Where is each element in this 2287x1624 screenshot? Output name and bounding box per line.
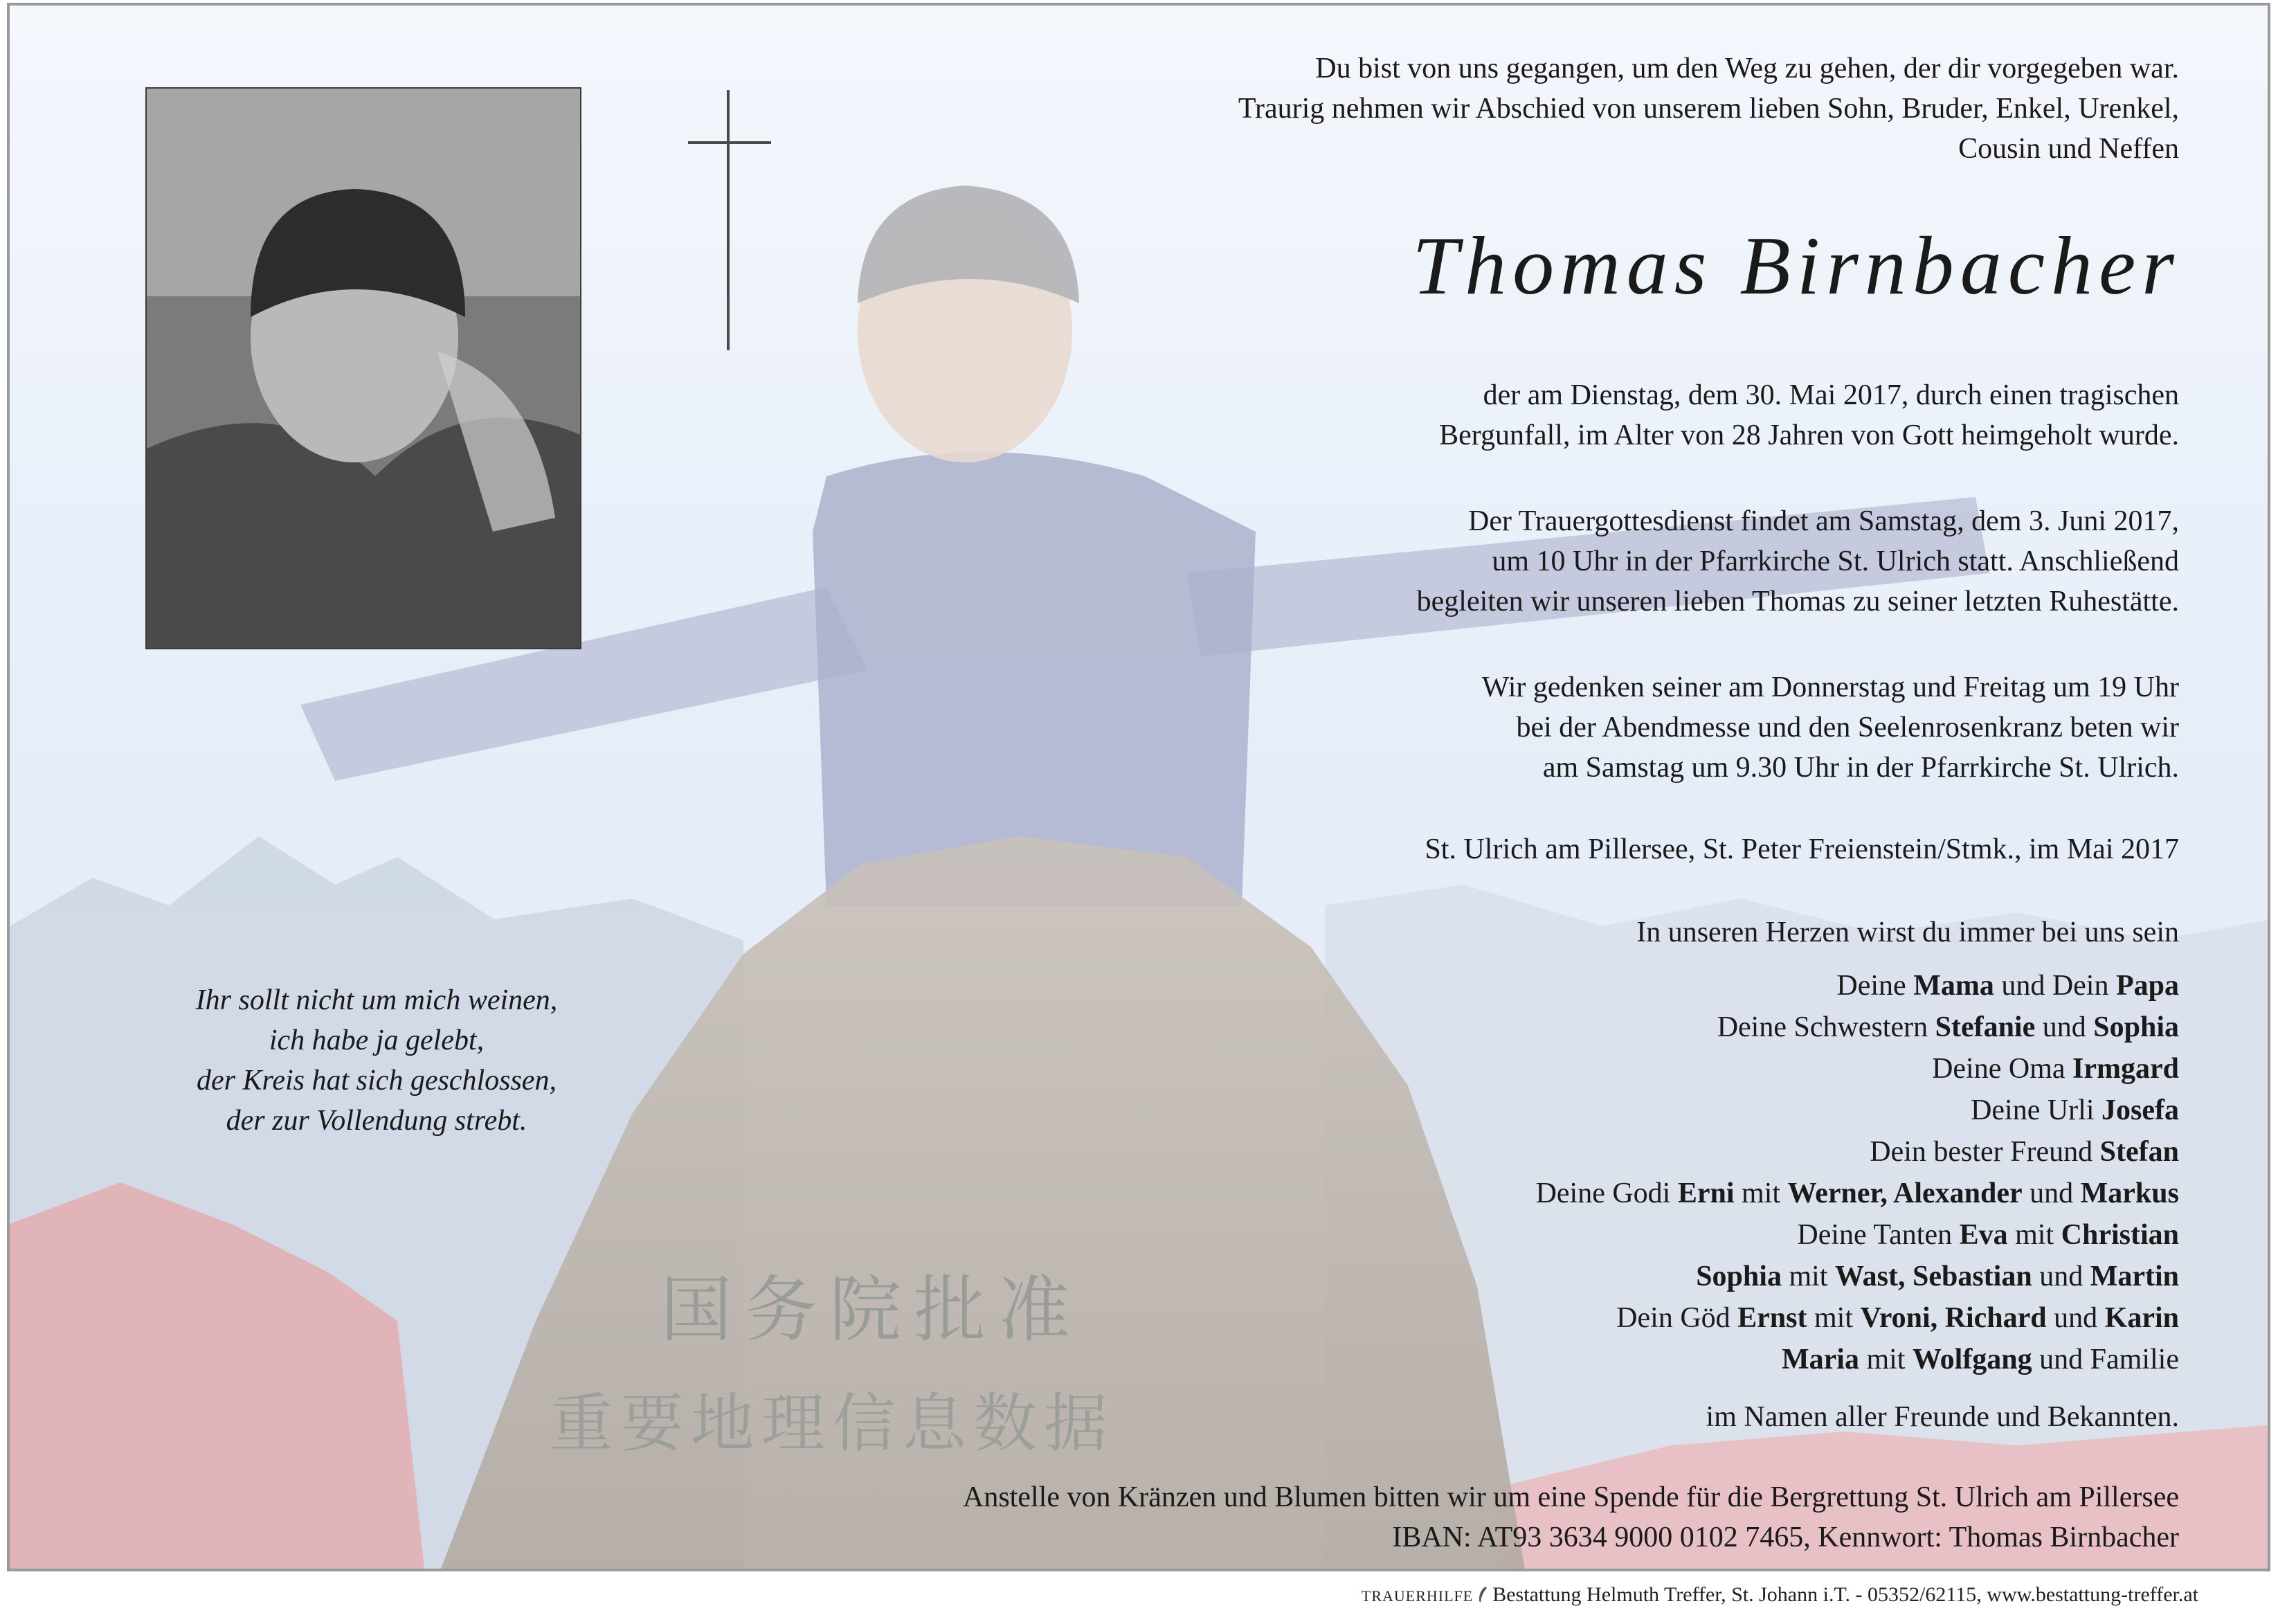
death-notice-line: der am Dienstag, dem 30. Mai 2017, durch einen tragischen [1483, 379, 2179, 411]
family-line [1536, 1297, 2179, 1339]
family-relation-text: Dein Göd [1616, 1302, 1738, 1334]
family-line [1536, 1090, 2179, 1131]
family-member-name: Karin [2104, 1302, 2179, 1334]
service-line: begleiten wir unseren lieben Thomas zu seiner letzten Ruhestätte. [1416, 586, 2179, 617]
footer-brand: TRAUERHILFE [1361, 1587, 1474, 1605]
prayer-line: am Samstag um 9.30 Uhr in der Pfarrkirche St. Ulrich. [1542, 752, 2179, 784]
person-torso [813, 452, 1256, 905]
family-relation-text: Deine Urli [1971, 1094, 2102, 1126]
portrait-image [147, 89, 580, 648]
prayer-info [1482, 667, 2179, 788]
service-info [1417, 501, 2179, 622]
family-line [1536, 1256, 2179, 1297]
family-member-name: Christian [2061, 1219, 2179, 1251]
family-line [1536, 1339, 2179, 1380]
donation-line: Anstelle von Kränzen und Blumen bitten wir um eine Spende für die Bergrettung St. Ulrich am Pillersee [963, 1481, 2179, 1513]
family-member-name: Vroni, Richard [1860, 1302, 2047, 1334]
family-relation-text: Deine Oma [1932, 1053, 2073, 1085]
prayer-line: Wir gedenken seiner am Donnerstag und Freitag um 19 Uhr [1481, 671, 2179, 703]
family-relation-text: mit [1807, 1302, 1861, 1334]
intro-text [1238, 48, 2179, 169]
family-relation-text: Deine Godi [1535, 1178, 1678, 1209]
family-line [1536, 1173, 2179, 1214]
family-member-name: Stefan [2099, 1136, 2179, 1168]
portrait-photo [145, 87, 581, 649]
memorial-quote [148, 980, 605, 1141]
family-member-name: Sophia [1696, 1261, 1782, 1292]
family-relation-text: mit [1859, 1344, 1913, 1375]
family-line [1536, 1131, 2179, 1173]
family-member-name: Markus [2080, 1178, 2179, 1209]
intro-line: Cousin und Neffen [1958, 133, 2179, 165]
intro-line: Traurig nehmen wir Abschied von unserem lieben Sohn, Bruder, Enkel, Urenkel, [1238, 93, 2179, 125]
death-notice [1439, 375, 2179, 455]
place-date: St. Ulrich am Pillersee, St. Peter Freienstein/Stmk., im Mai 2017 [1425, 833, 2179, 865]
family-relation-text: und [2046, 1302, 2105, 1334]
family-relation-text: und [2032, 1261, 2090, 1292]
intro-line: Du bist von uns gegangen, um den Weg zu gehen, der dir vorgegeben war. [1315, 53, 2179, 84]
family-member-name: Irmgard [2072, 1053, 2179, 1085]
stone-inscription-line2: 重要地理信息数据 [550, 1387, 1115, 1461]
family-relation-text: und [2022, 1178, 2081, 1209]
obituary-card [7, 3, 2270, 1571]
family-member-name: Ernst [1737, 1302, 1807, 1334]
quote-line: Ihr sollt nicht um mich weinen, [195, 984, 558, 1016]
donation-line: IBAN: AT93 3634 9000 0102 7465, Kennwort: Thomas Birnbacher [1392, 1522, 2179, 1553]
hearts-line: In unseren Herzen wirst du immer bei uns sein [1636, 917, 2179, 948]
cross-icon [688, 90, 771, 350]
family-member-name: Werner, Alexander [1787, 1178, 2023, 1209]
family-member-name: Wast, Sebastian [1834, 1261, 2032, 1292]
death-notice-line: Bergunfall, im Alter von 28 Jahren von Gott heimgeholt wurde. [1439, 419, 2179, 451]
donation-note [963, 1477, 2179, 1558]
service-line: um 10 Uhr in der Pfarrkirche St. Ulrich statt. Anschließend [1492, 545, 2179, 577]
family-member-name: Wolfgang [1912, 1344, 2032, 1375]
family-member-name: Mama [1913, 970, 1994, 1002]
family-line [1536, 1048, 2179, 1090]
service-line: Der Trauergottesdienst findet am Samstag, dem 3. Juni 2017, [1468, 505, 2179, 537]
family-member-name: Stefanie [1935, 1011, 2036, 1043]
quill-icon [1476, 1586, 1488, 1604]
family-line [1536, 965, 2179, 1007]
quote-line: der Kreis hat sich geschlossen, [197, 1065, 557, 1097]
family-relation-text: und Dein [1994, 970, 2116, 1002]
family-relation-text: und Familie [2032, 1344, 2179, 1375]
family-relation-text: mit [2007, 1219, 2061, 1251]
family-line [1536, 1214, 2179, 1256]
footer-text: Bestattung Helmuth Treffer, St. Johann i.T. - 05352/62115, www.bestattung-treffer.at [1492, 1583, 2198, 1606]
family-relation-text: Deine Schwestern [1717, 1011, 1935, 1043]
family-member-name: Erni [1677, 1178, 1735, 1209]
family-member-name: Eva [1959, 1219, 2008, 1251]
funeral-home-footer [1362, 1581, 2198, 1610]
family-relation-text: Deine Tanten [1797, 1219, 1960, 1251]
family-list [1536, 965, 2179, 1380]
family-member-name: Sophia [2093, 1011, 2179, 1043]
stone-inscription-line1: 国务院批准 [660, 1267, 1083, 1352]
quote-line: der zur Vollendung strebt. [226, 1105, 527, 1137]
family-relation-text: und [2035, 1011, 2094, 1043]
family-relation-text: mit [1734, 1178, 1788, 1209]
family-relation-text: mit [1781, 1261, 1835, 1292]
deceased-name: Thomas Birnbacher [1412, 219, 2180, 312]
family-member-name: Maria [1782, 1344, 1859, 1375]
family-line [1536, 1007, 2179, 1048]
prayer-line: bei der Abendmesse und den Seelenrosenkranz beten wir [1516, 712, 2179, 743]
quote-line: ich habe ja gelebt, [269, 1025, 485, 1056]
family-member-name: Josefa [2101, 1094, 2179, 1126]
closing-line: im Namen aller Freunde und Bekannten. [1706, 1401, 2179, 1433]
family-member-name: Papa [2115, 970, 2179, 1002]
family-relation-text: Dein bester Freund [1870, 1136, 2100, 1168]
family-relation-text: Deine [1836, 970, 1914, 1002]
family-member-name: Martin [2090, 1261, 2179, 1292]
